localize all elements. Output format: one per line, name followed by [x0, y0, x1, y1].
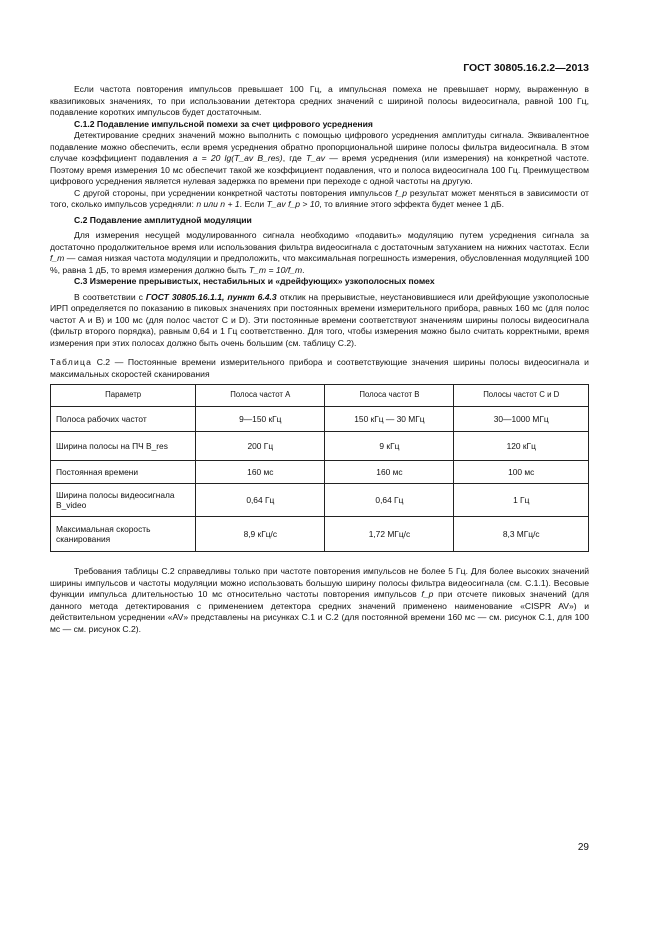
table-cell: 1 Гц	[454, 484, 589, 517]
paragraph: Если частота повторения импульсов превышает 100 Гц, а импульсная помеха не превышает норму, выраженную в квазипиковых значениях, то при использовании детектора средних значений с шириной полосы видеосигнала, равной 100 Гц, подавление коротких импульсов будет достаточным.	[50, 84, 589, 117]
column-header: Полоса частот В	[325, 385, 454, 407]
table-header-row	[51, 385, 589, 407]
table-cell: 9—150 кГц	[196, 407, 325, 432]
table-cell: 100 мс	[454, 461, 589, 484]
column-header: Параметр	[51, 385, 196, 407]
table-cell: 1,72 МГц/с	[325, 517, 454, 552]
table-row	[51, 484, 589, 517]
paragraph: С другой стороны, при усреднении конкретной частоты повторения импульсов f_p результат может меняться в зависимости от того, сколько импульсов усредняли: n или n + 1. Если T_av f_p > 10, то влияние этого эффекта будет менее 1 дБ.	[50, 187, 589, 209]
table-cell: Ширина полосы на ПЧ B_res	[51, 432, 196, 461]
table-caption: Таблица С.2 — Постоянные времени измерительного прибора и соответствующие значения ширины полосы видеосигнала и максимальных скоростей сканирования	[50, 357, 589, 379]
table-row	[51, 461, 589, 484]
table-cell: 9 кГц	[325, 432, 454, 461]
table-cell: 0,64 Гц	[325, 484, 454, 517]
paragraph: Для измерения несущей модулированного сигнала необходимо «подавить» модуляцию путем усреднения сигнала за достаточно продолжительное время или использования фильтра видеосигнала с достаточным затуханием на нижних частотах. Если f_m — самая низкая частота модуляции и предположить, что максимальная погрешность измерения, обусловленная модуляцией 100 %, равна 1 дБ, то время измерения должно быть T_m = 10/f_m.	[50, 230, 589, 275]
table-cell: 150 кГц — 30 МГц	[325, 407, 454, 432]
paragraph: В соответствии с ГОСТ 30805.16.1.1, пункт 6.4.3 отклик на прерывистые, неустановившиеся или дрейфующие узкополосные ИРП определяется по показанию в пиковых значениях при постоянных времени измерительного прибора, равных 160 мс (для полос частот А и В) и 100 мс (для полос частот С и D). Эти постоянные времени соответствуют значениям ширины полосы видеосигнала (фильтр второго порядка), равным 0,64 и 1 Гц соответственно. Для того, чтобы измерения можно было считать корректными, время измерения при этих полосах должно быть очень большим (см. таблицу С.2).	[50, 291, 589, 348]
table-row	[51, 517, 589, 552]
column-header: Полосы частот С и D	[454, 385, 589, 407]
table-cell: 0,64 Гц	[196, 484, 325, 517]
page-number: 29	[577, 842, 589, 853]
data-table	[50, 384, 589, 552]
table-cell: 30—1000 МГц	[454, 407, 589, 432]
table-row	[51, 432, 589, 461]
table-cell: 8,9 кГц/с	[196, 517, 325, 552]
table-cell: Полоса рабочих частот	[51, 407, 196, 432]
section-heading: С.2 Подавление амплитудной модуляции	[74, 214, 252, 225]
column-header: Полоса частот А	[196, 385, 325, 407]
section-heading: С.3 Измерение прерывистых, нестабильных и «дрейфующих» узкополосных помех	[74, 276, 435, 286]
table-cell: 160 мс	[196, 461, 325, 484]
paragraph: Требования таблицы С.2 справедливы только при частоте повторения импульсов не более 5 Гц. Для более высоких значений ширины импульсов и частоты модуляции можно использовать большую ширину полосы фильтра видеосигнала (см. С.1.1). Весовые функции импульса длительностью 10 мс относительно частоты повторения импульсов f_p при отсчете пиковых значений (для данного метода детектирования с применением детектора средних значений применено наименование «CISPR AV») и действительном усреднении «AV» представлены на рисунках С.1 и С.2 (для постоянной времени 160 мс — см. рисунок С.1, для 100 мс — см. рисунок С.2).	[50, 566, 589, 634]
document-header: ГОСТ 30805.16.2.2—2013	[463, 62, 589, 74]
paragraph: Детектирование средних значений можно выполнить с помощью цифрового усреднения амплитуды сигнала. Эквивалентное подавление можно обеспечить, если время усреднения обратно пропорциональной ширине полосы фильтра видеосигнала. В этом случае коэффициент подавления a = 20 lg(T_av B_res), где T_av — время усреднения (или измерения) на конкретной частоте. Поэтому время измерения 10 мс обеспечит такой же коэффициент подавления, что и полоса видеосигнала 100 Гц. Преимуществом цифрового усреднения является нулевая задержка по времени при переходе с одной частоты на другую.	[50, 130, 589, 186]
table-cell: Максимальная скорость сканирования	[51, 517, 196, 552]
table-cell: Постоянная времени	[51, 461, 196, 484]
table-cell: 200 Гц	[196, 432, 325, 461]
table-row	[51, 407, 589, 432]
section-heading: С.1.2 Подавление импульсной помехи за счет цифрового усреднения	[74, 118, 373, 129]
table-cell: 120 кГц	[454, 432, 589, 461]
document-body	[50, 84, 589, 635]
table-cell: Ширина полосы видеосигнала B_video	[51, 484, 196, 517]
table-cell: 8,3 МГц/с	[454, 517, 589, 552]
table-cell: 160 мс	[325, 461, 454, 484]
